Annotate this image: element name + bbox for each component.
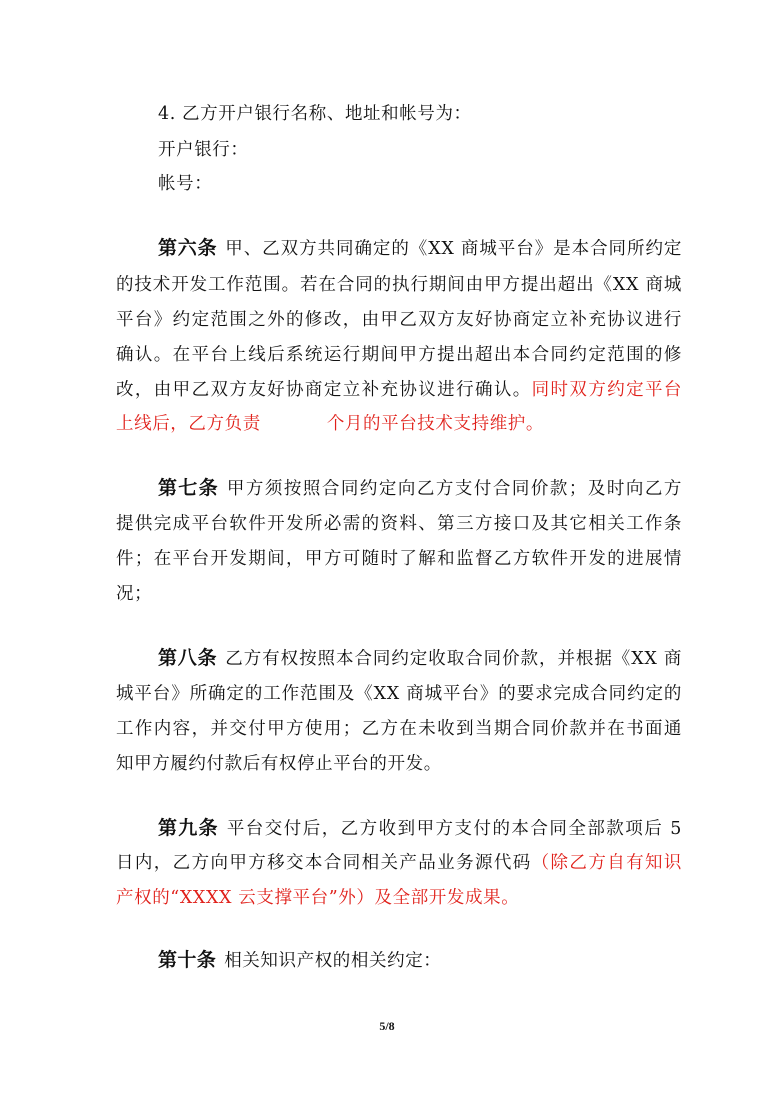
art8-line-2: 城平台》所确定的工作范围及《XX 商城平台》的要求完成合同约定的 [116,684,682,704]
art6-text-1: 甲、乙双方共同确定的《XX 商城平台》是本合同所约定 [225,239,682,259]
art10-line-1 [158,950,682,971]
art6-text-6b: 个月的平台技术支持维护。 [326,414,545,434]
art6-text-6a: 上线后，乙方负责 [116,414,261,434]
art8-line-4: 知甲方履约付款后有权停止平台的开发。 [116,754,442,774]
account-label: 帐号： [158,174,213,194]
page-number: 5/8 [379,1019,395,1033]
art6-line-1 [158,238,682,259]
art6-line-3: 平台》约定范围之外的修改，由甲乙双方友好协商定立补充协议进行 [116,310,682,330]
art6-line-4: 确认。在平台上线后系统运行期间甲方提出超出本合同约定范围的修 [116,345,682,365]
art7-line-4: 况； [116,584,153,604]
art6-text-5a: 改，由甲乙双方友好协商定立补充协议进行确认。 [116,380,532,400]
art9-line-2 [116,853,682,873]
art7-line-1 [158,478,682,499]
art9-text-2b-red: （除乙方自有知识 [531,853,682,873]
art9-text-2a: 日内，乙方向甲方移交本合同相关产品业务源代码 [116,853,532,873]
art9-line-3: 产权的“XXXX 云支撑平台”外）及全部开发成果。 [116,888,520,908]
item4-heading: 4. 乙方开户银行名称、地址和帐号为： [158,104,472,124]
art9-text-1: 平台交付后，乙方收到甲方支付的本合同全部款项后 5 [226,819,682,839]
art7-title: 第七条 [158,477,219,499]
art7-text-1: 甲方须按照合同约定向乙方支付合同价款；及时向乙方 [226,479,682,499]
art10-text-1: 相关知识产权的相关约定： [224,951,442,971]
art8-line-3: 工作内容，并交付甲方使用；乙方在未收到当期合同价款并在书面通 [116,719,682,739]
art6-line-2: 的技术开发工作范围。若在合同的执行期间由甲方提出超出《XX 商城 [116,275,682,295]
art8-line-1 [158,648,682,669]
art9-title: 第九条 [158,817,219,839]
art8-text-1: 乙方有权按照本合同约定收取合同价款，并根据《XX 商 [225,649,682,669]
art6-line-5 [116,380,682,400]
art10-title: 第十条 [158,949,217,971]
art8-title: 第八条 [158,647,218,669]
art7-line-2: 提供完成平台软件开发所必需的资料、第三方接口及其它相关工作条 [116,514,682,534]
art6-text-5b-red: 同时双方约定平台 [531,380,682,400]
bank-label: 开户银行： [158,140,249,160]
art6-line-6 [116,414,682,434]
art9-line-1 [158,818,682,839]
art6-title: 第六条 [158,237,218,259]
art7-line-3: 件；在平台开发期间，甲方可随时了解和监督乙方软件开发的进展情 [116,549,682,569]
